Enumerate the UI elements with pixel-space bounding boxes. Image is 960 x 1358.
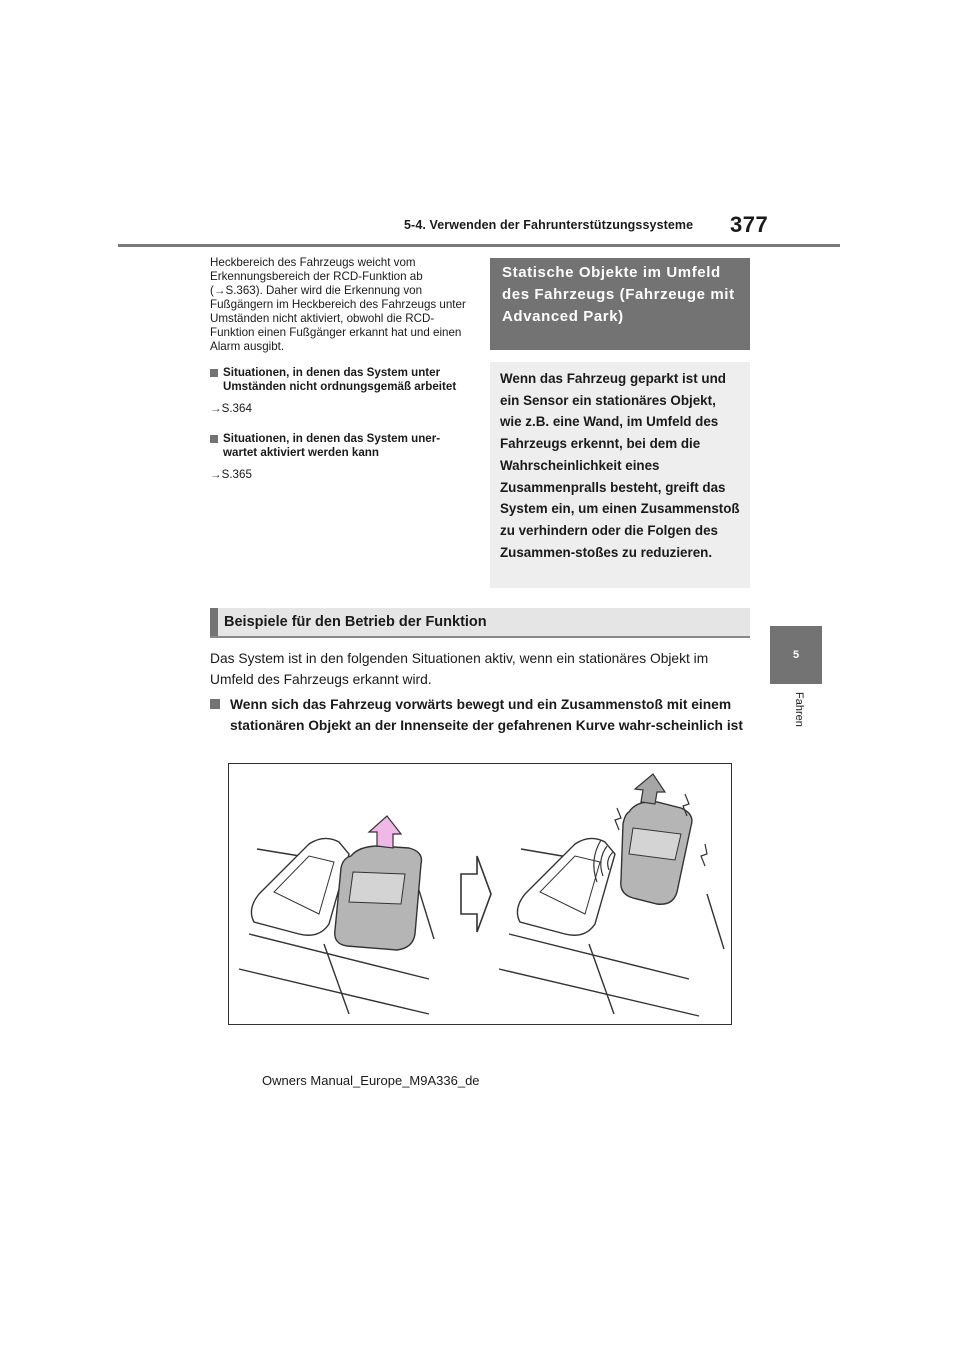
header-rule: [118, 244, 840, 247]
illustration-figure: [228, 763, 732, 1025]
page-reference-link[interactable]: →S.365: [210, 468, 252, 481]
page-reference-link[interactable]: →S.364: [210, 402, 252, 415]
parking-line: [324, 944, 349, 1014]
chapter-number: 5: [792, 649, 800, 661]
feature-heading: Statische Objekte im Umfeld des Fahrzeugs (Fahrzeuge mit Advanced Park): [490, 258, 750, 350]
section-body: Das System ist in den folgenden Situationen aktiv, wenn ein stationäres Objekt im Umfeld des Fahrzeugs erkannt wird.: [210, 651, 709, 687]
parked-car-icon: [517, 838, 615, 935]
section-title: Beispiele für den Betrieb der Funktion: [224, 614, 487, 630]
parking-line: [499, 969, 699, 1016]
transition-arrow-icon: [461, 856, 491, 932]
feature-summary: Wenn das Fahrzeug geparkt ist und ein Sensor ein stationäres Objekt, wie z.B. eine Wand, im Umfeld des Fahrzeugs erkennt, bei dem die Wahrscheinlichkeit eines Zusammenpralls besteht, greift das System ein, um einen Zusammenstoß zu verhindern oder die Folgen des Zusammen-stoßes zu reduzieren.: [490, 362, 750, 588]
condition-heading: Wenn sich das Fahrzeug vorwärts bewegt und ein Zusammenstoß mit einem stationären Objekt an der Innenseite der gefahrenen Kurve wahr-scheinlich ist: [210, 694, 750, 736]
parking-line: [239, 969, 429, 1014]
own-vehicle-icon: [335, 846, 422, 950]
page-number: 377: [730, 212, 769, 237]
illustration-svg: [229, 764, 731, 1024]
situation-heading-2: Situationen, in denen das System uner-wartet aktiviert werden kann: [210, 432, 472, 460]
section-heading-bar: [210, 608, 750, 638]
left-column: [210, 256, 472, 498]
parked-car-icon: [251, 838, 349, 935]
section-accent: [210, 608, 218, 636]
parking-line: [707, 894, 724, 949]
forward-arrow-icon: [635, 774, 665, 804]
chapter-label: Fahren: [793, 692, 805, 727]
chapter-tab[interactable]: [770, 626, 822, 684]
situation-heading-1: Situationen, in denen das System unter Umständen nicht ordnungsgemäß arbeitet: [210, 366, 472, 394]
own-vehicle-icon: [621, 802, 692, 905]
footer-manual-id: Owners Manual_Europe_M9A336_de: [262, 1073, 480, 1088]
square-bullet-icon: [210, 369, 218, 377]
square-bullet-icon: [210, 435, 218, 443]
forward-arrow-icon: [369, 816, 401, 848]
intro-paragraph: Heckbereich des Fahrzeugs weicht vom Erkennungsbereich der RCD-Funktion ab (→S.363). Daher wird die Erkennung von Fußgängern im Heckbereich des Fahrzeugs unter Umständen nicht aktiviert, obwohl die RCD-Funktion einen Fußgänger erkannt hat und einen Alarm ausgibt.: [210, 256, 466, 353]
square-bullet-icon: [210, 699, 220, 709]
header-section-title: 5-4. Verwenden der Fahrunterstützungssysteme: [404, 218, 694, 232]
parking-line: [589, 944, 614, 1014]
